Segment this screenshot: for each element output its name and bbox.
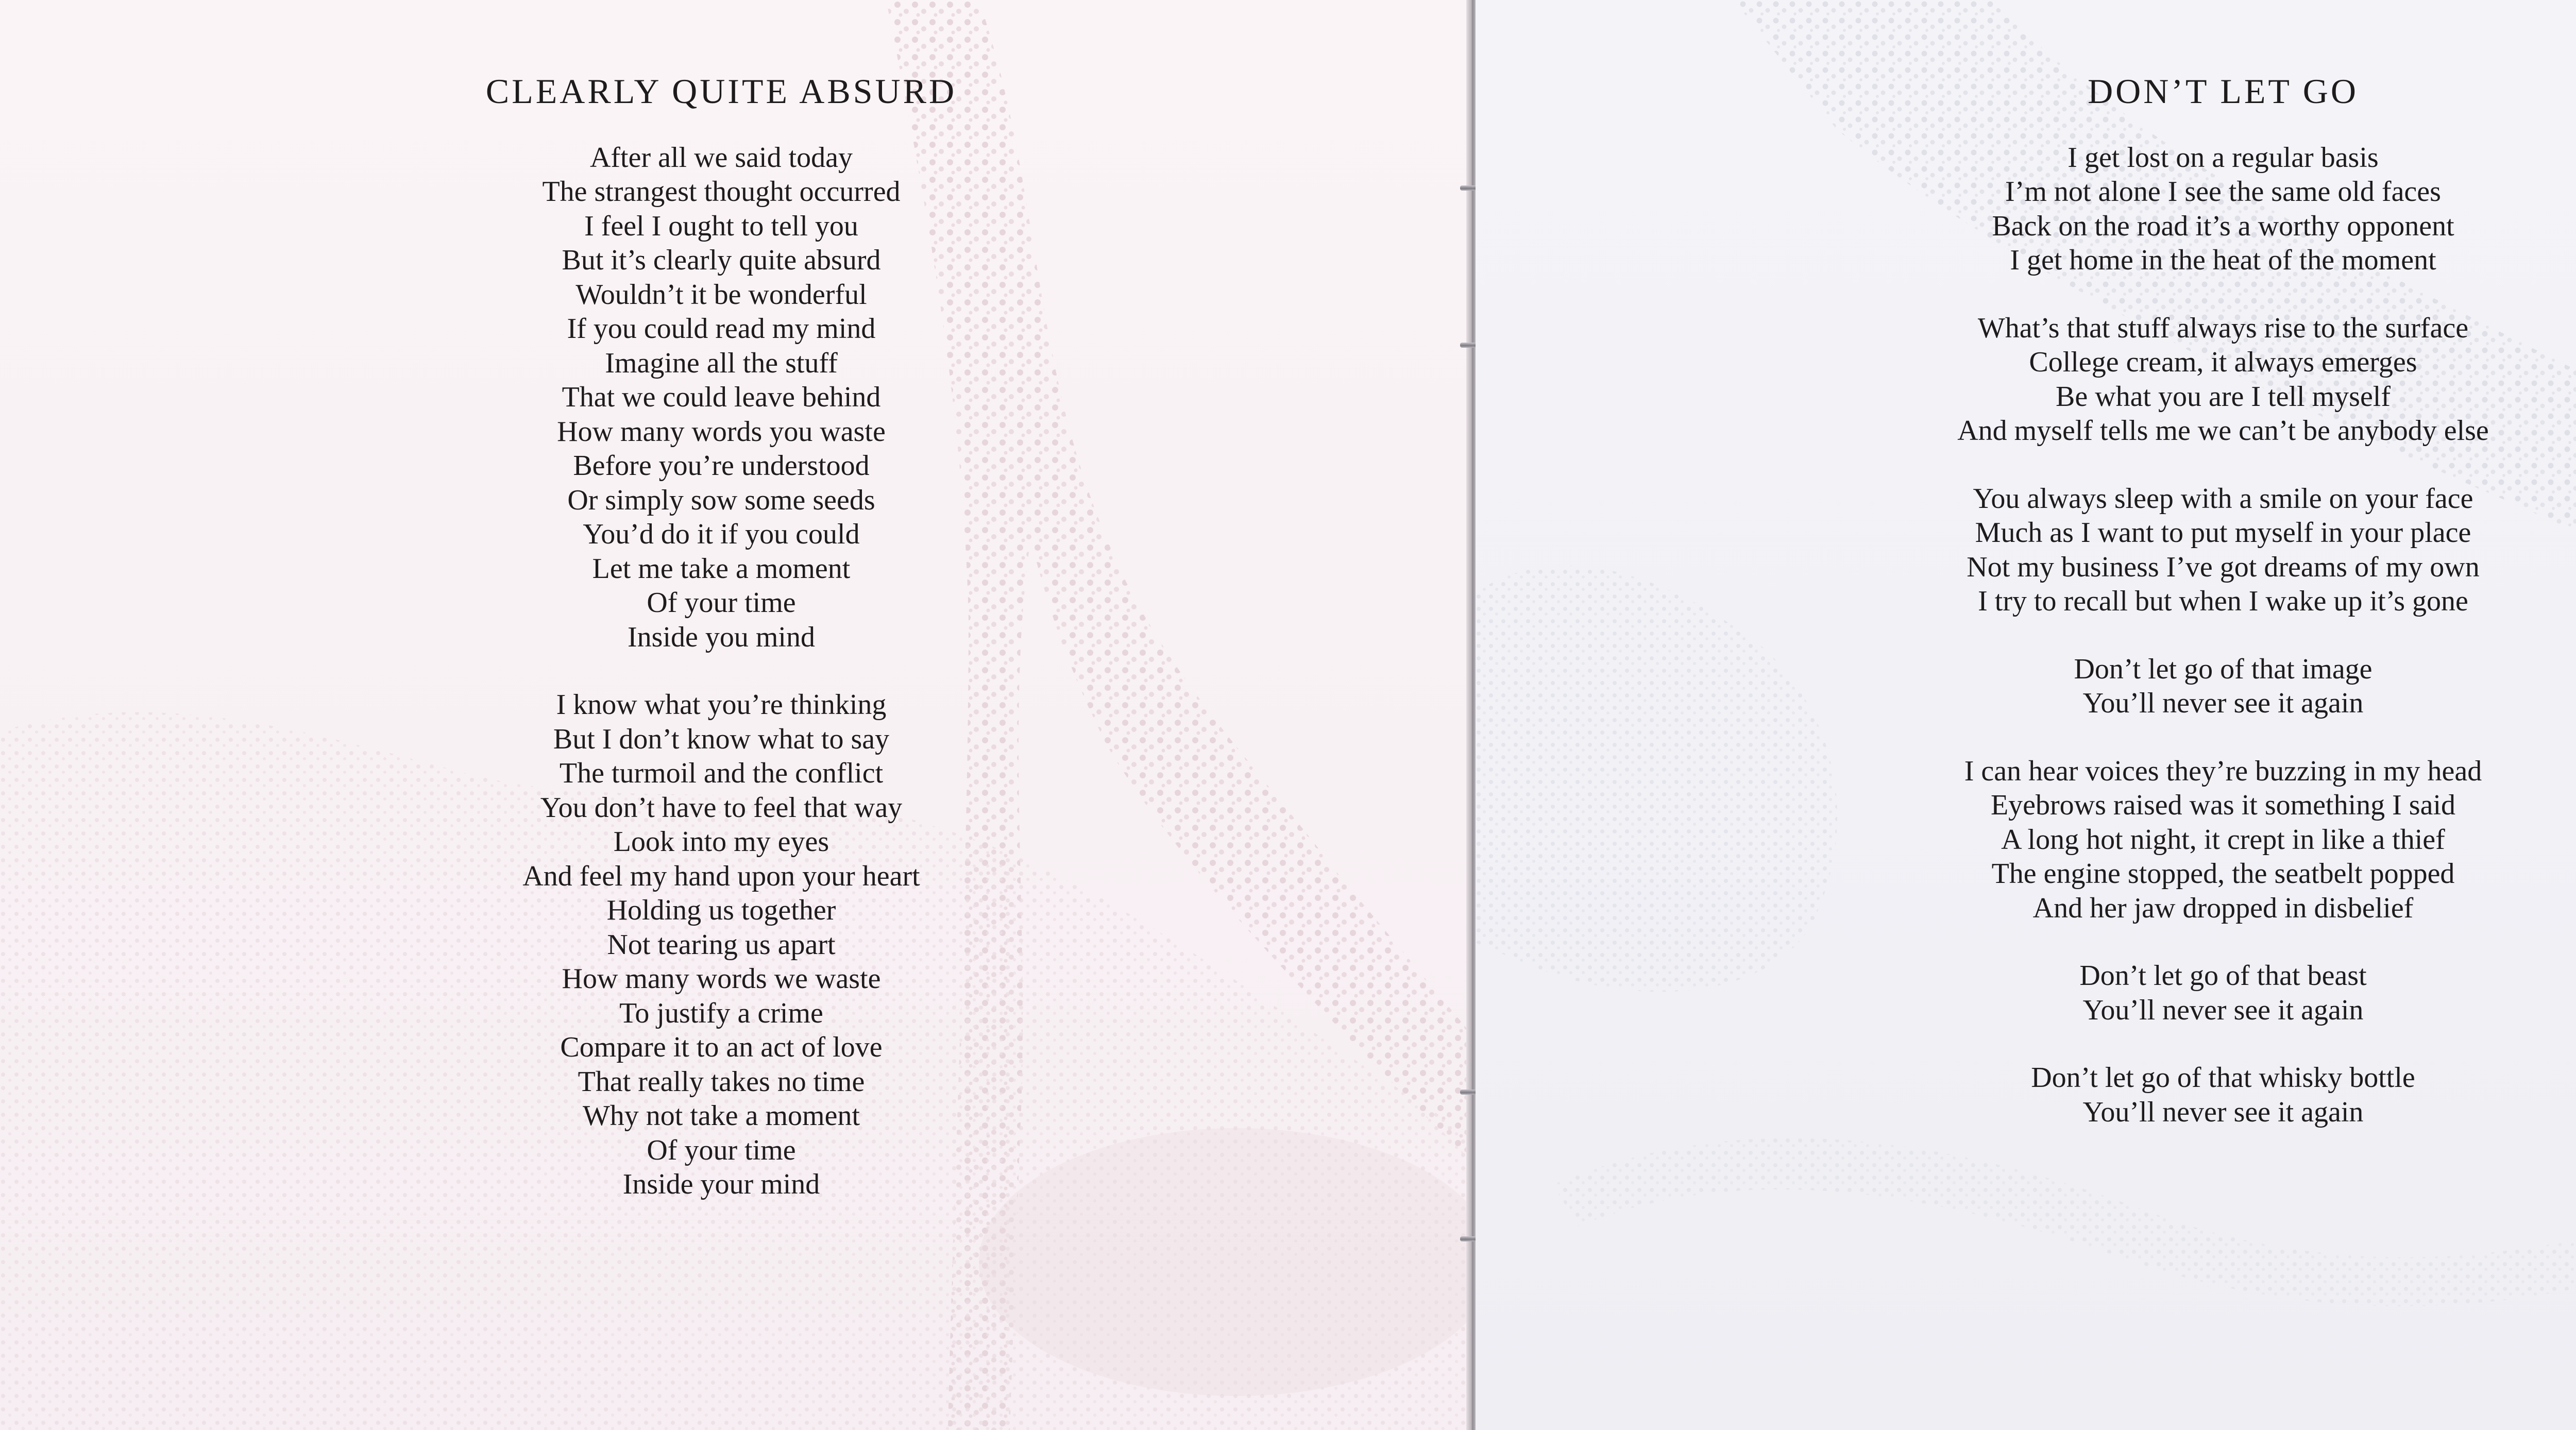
- lyric-line: I can hear voices they’re buzzing in my head: [1964, 755, 2482, 787]
- lyric-line: That we could leave behind: [562, 381, 881, 414]
- lyric-line: Wouldn’t it be wonderful: [575, 278, 867, 311]
- lyric-line: Of your time: [647, 587, 796, 619]
- lyric-line: Eyebrows raised was it something I said: [1990, 789, 2456, 822]
- lyric-line: Be what you are I tell myself: [2055, 380, 2391, 413]
- lyric-line: College cream, it always emerges: [2029, 346, 2417, 379]
- lyric-line: What’s that stuff always rise to the surface: [1977, 312, 2469, 344]
- lyric-line: You always sleep with a smile on your face: [1973, 482, 2473, 515]
- stanza: [412, 141, 1030, 655]
- lyric-line: How many words we waste: [562, 963, 881, 995]
- lyric-line: You’ll never see it again: [2082, 1096, 2364, 1128]
- lyric-line: And feel my hand upon your heart: [522, 860, 920, 892]
- lyric-line: Back on the road it’s a worthy opponent: [1992, 210, 2454, 242]
- lyric-line: You’ll never see it again: [2082, 994, 2364, 1026]
- stanza: [1844, 959, 2576, 1027]
- lyric-line: How many words you waste: [557, 415, 886, 448]
- lyric-line: But I don’t know what to say: [553, 723, 890, 755]
- lyric-line: Inside your mind: [622, 1168, 820, 1201]
- stanza: [412, 688, 1030, 1202]
- stanza: [1844, 482, 2576, 619]
- lyric-line: Why not take a moment: [582, 1100, 860, 1132]
- lyric-line: You don’t have to feel that way: [540, 791, 903, 824]
- lyric-line: That really takes no time: [578, 1065, 865, 1098]
- lyric-line: The strangest thought occurred: [542, 176, 901, 208]
- lyrics-clearly-quite-absurd: [412, 72, 1030, 1235]
- lyric-line: But it’s clearly quite absurd: [562, 244, 881, 277]
- lyric-line: To justify a crime: [619, 997, 823, 1029]
- lyric-line: You’d do it if you could: [583, 518, 860, 551]
- lyric-line: Holding us together: [606, 894, 836, 927]
- song-title-left: CLEARLY QUITE ABSURD: [485, 72, 957, 111]
- lyric-line: Don’t let go of that beast: [2079, 960, 2367, 992]
- stanza: [1844, 141, 2576, 278]
- lyric-line: Much as I want to put myself in your place: [1975, 517, 2471, 549]
- lyric-line: I feel I ought to tell you: [584, 210, 858, 242]
- lyrics-dont-let-go: [1844, 72, 2576, 1163]
- lyric-line: Not my business I’ve got dreams of my own: [1967, 551, 2480, 583]
- lyric-line: The engine stopped, the seatbelt popped: [1991, 858, 2455, 890]
- lyric-line: I get home in the heat of the moment: [2010, 244, 2436, 277]
- lyric-line: The turmoil and the conflict: [559, 757, 884, 790]
- lyric-line: I try to recall but when I wake up it’s gone: [1978, 585, 2468, 618]
- song-title-right: DON’T LET GO: [2088, 72, 2359, 111]
- stanza: [1844, 311, 2576, 448]
- lyric-line: Look into my eyes: [613, 826, 829, 858]
- lyric-line: If you could read my mind: [567, 313, 876, 345]
- lyric-line: And her jaw dropped in disbelief: [2032, 892, 2414, 924]
- lyric-line: You’ll never see it again: [2082, 687, 2364, 720]
- right-page: [1476, 0, 2576, 1430]
- lyric-line: I’m not alone I see the same old faces: [2005, 176, 2441, 208]
- lyric-line: I know what you’re thinking: [556, 689, 887, 721]
- lyric-line: Don’t let go of that whisky bottle: [2031, 1062, 2415, 1094]
- lyric-line: Before you’re understood: [573, 450, 870, 482]
- lyric-line: Compare it to an act of love: [560, 1031, 883, 1064]
- lyric-line: Let me take a moment: [592, 552, 851, 585]
- lyric-line: Inside you mind: [628, 621, 815, 653]
- lyric-line: A long hot night, it crept in like a thief: [2001, 823, 2445, 856]
- lyric-line: I get lost on a regular basis: [2067, 141, 2379, 174]
- stanza: [1844, 652, 2576, 721]
- lyric-line: Imagine all the stuff: [605, 347, 838, 379]
- stanza: [1844, 754, 2576, 926]
- stanza: [1844, 1061, 2576, 1129]
- lyric-line: Or simply sow some seeds: [567, 484, 875, 516]
- lyric-line: Of your time: [647, 1134, 796, 1166]
- lyric-line: Not tearing us apart: [607, 928, 836, 961]
- lyric-line: Don’t let go of that image: [2074, 653, 2372, 685]
- lyric-line: After all we said today: [589, 141, 853, 174]
- lyric-line: And myself tells me we can’t be anybody else: [1957, 415, 2489, 447]
